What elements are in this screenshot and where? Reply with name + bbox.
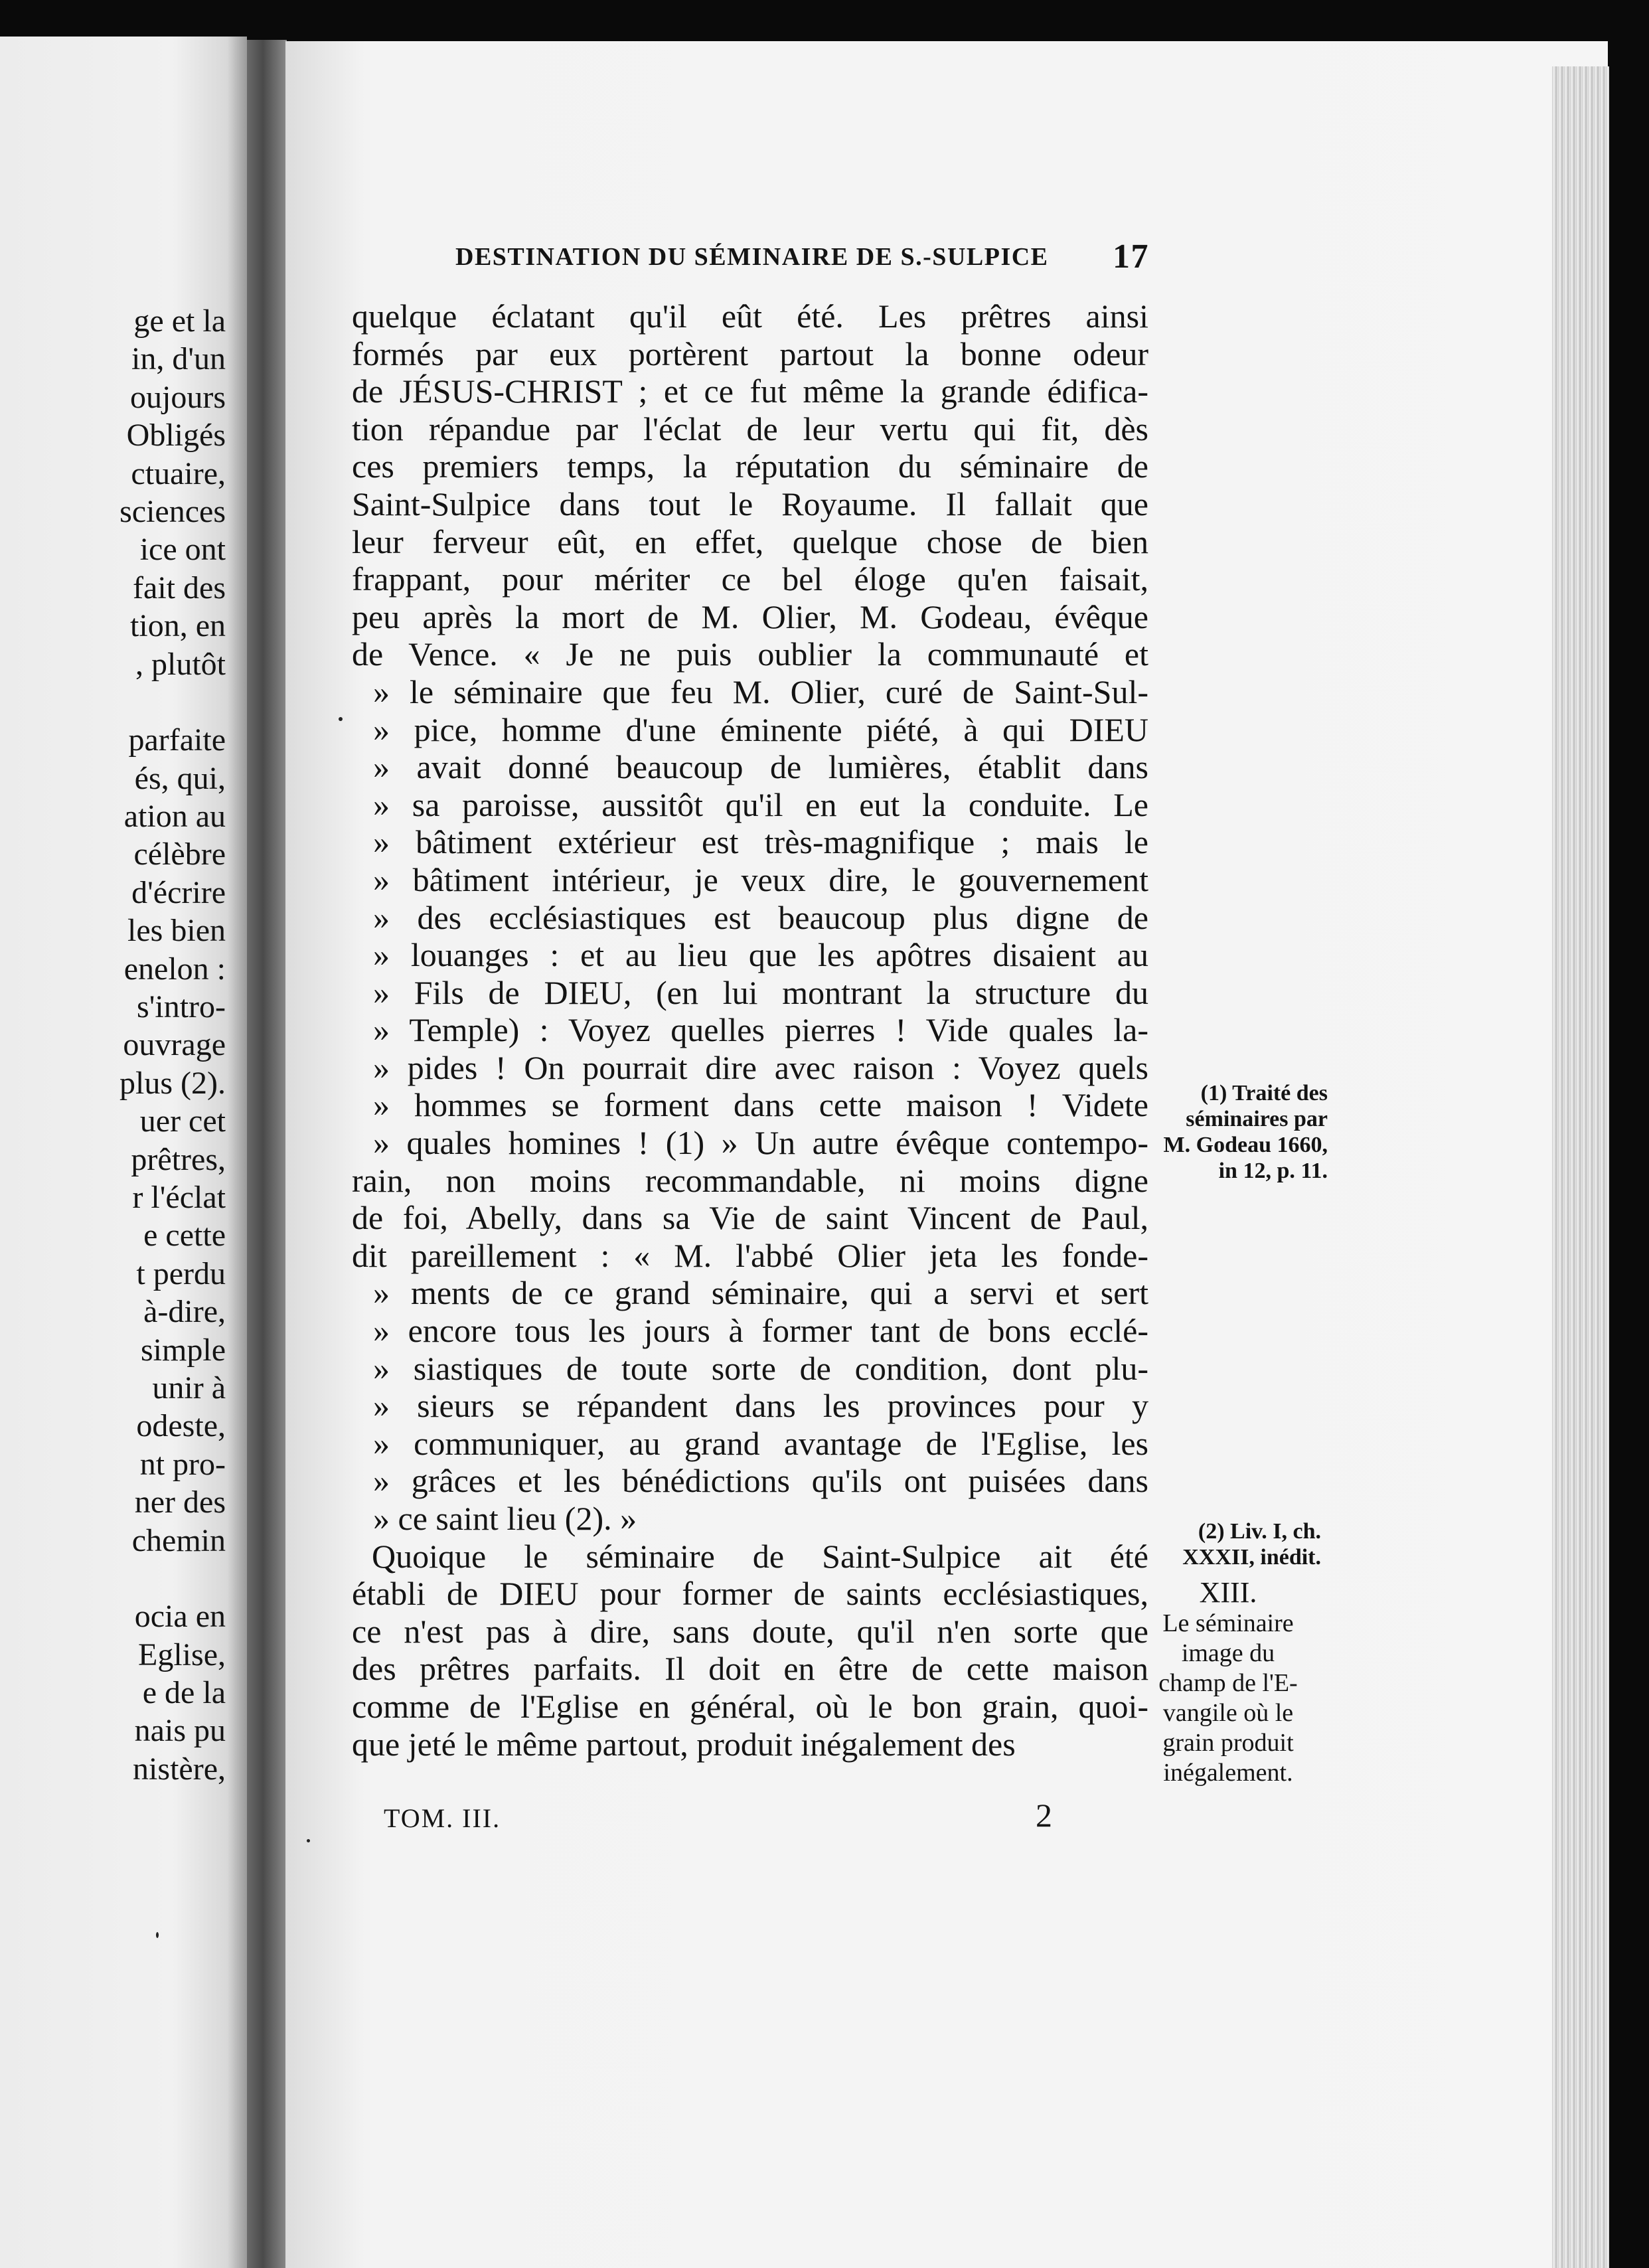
left-page-line: in, d'un bbox=[131, 341, 226, 377]
left-page-line: Eglise, bbox=[138, 1637, 226, 1672]
body-line: » bâtiment intérieur, je veux dire, le gouvernement bbox=[373, 860, 1148, 898]
body-line: » ments de ce grand séminaire, qui a servi et sert bbox=[373, 1274, 1148, 1312]
footnote-2 bbox=[1142, 1518, 1321, 1570]
left-page-line: r l'éclat bbox=[132, 1179, 226, 1215]
body-line: » Fils de DIEU, (en lui montrant la structure du bbox=[373, 973, 1148, 1011]
left-page-line: sciences bbox=[119, 493, 226, 529]
body-line: de foi, Abelly, dans sa Vie de saint Vincent de Paul, bbox=[352, 1199, 1148, 1237]
footnote-line: M. Godeau 1660, bbox=[1163, 1133, 1328, 1157]
section-number: XIII. bbox=[1199, 1576, 1257, 1609]
marginal-summary-line: grain produit bbox=[1162, 1729, 1294, 1757]
body-line: quelque éclatant qu'il eût été. Les prêtres ainsi bbox=[352, 297, 1148, 335]
marginal-summary-line: vangile où le bbox=[1162, 1699, 1294, 1727]
body-line: » encore tous les jours à former tant de bons ecclé- bbox=[373, 1312, 1148, 1350]
left-page-line: à-dire, bbox=[143, 1294, 226, 1330]
body-line: » siastiques de toute sorte de condition, dont plu- bbox=[373, 1349, 1148, 1387]
left-page-line: chemin bbox=[131, 1522, 226, 1558]
marginal-summary-line: inégalement. bbox=[1163, 1759, 1293, 1787]
volume-mark: TOM. III. bbox=[384, 1803, 501, 1833]
marginal-summary-line: champ de l'E- bbox=[1158, 1669, 1298, 1697]
body-line: Saint-Sulpice dans tout le Royaume. Il fallait que bbox=[352, 485, 1148, 523]
left-page-gap bbox=[0, 1560, 226, 1597]
left-page-line: nt pro- bbox=[139, 1446, 226, 1482]
signature-mark: 2 bbox=[1036, 1797, 1052, 1834]
left-page-line: , plutôt bbox=[135, 646, 226, 682]
body-line: » le séminaire que feu M. Olier, curé de Saint-Sul- bbox=[373, 673, 1148, 710]
page-edges bbox=[1552, 66, 1609, 2268]
footnote-1 bbox=[1142, 1080, 1328, 1184]
body-line: Quoique le séminaire de Saint-Sulpice ait été bbox=[372, 1537, 1148, 1575]
body-line: » communiquer, au grand avantage de l'Eglise, les bbox=[373, 1424, 1148, 1462]
body-line: » pice, homme d'une éminente piété, à qui DIEU bbox=[373, 710, 1148, 748]
body-text bbox=[352, 297, 1148, 1763]
running-title: DESTINATION DU SÉMINAIRE DE S.-SULPICE bbox=[455, 243, 1049, 271]
body-line: » grâces et les bénédictions qu'ils ont puisées dans bbox=[373, 1462, 1148, 1500]
left-page bbox=[0, 37, 247, 2268]
body-line: » louanges : et au lieu que les apôtres disaient au bbox=[373, 936, 1148, 974]
footnote-line: XXXII, inédit. bbox=[1182, 1545, 1321, 1570]
paper-speck bbox=[339, 717, 343, 721]
left-page-line: parfaite bbox=[128, 722, 226, 758]
left-page-line: ge et la bbox=[133, 303, 226, 339]
page-number: 17 bbox=[1113, 238, 1149, 276]
left-page-text bbox=[0, 302, 226, 1788]
left-page-line: nais pu bbox=[134, 1713, 226, 1749]
left-page-line: enelon : bbox=[123, 951, 226, 987]
left-page-line: plus (2). bbox=[119, 1065, 226, 1101]
body-line: rain, non moins recommandable, ni moins digne bbox=[352, 1161, 1148, 1199]
left-page-line: unir à bbox=[152, 1370, 226, 1406]
body-line: » des ecclésiastiques est beaucoup plus digne de bbox=[373, 898, 1148, 936]
body-line: établi de DIEU pour former de saints ecclésiastiques, bbox=[352, 1575, 1148, 1613]
body-line: » sieurs se répandent dans les provinces pour y bbox=[373, 1387, 1148, 1425]
left-page-line: odeste, bbox=[136, 1408, 226, 1444]
footnote-line: in 12, p. 11. bbox=[1218, 1159, 1328, 1183]
body-line: que jeté le même partout, produit inégalement des bbox=[352, 1725, 1016, 1763]
body-line: » avait donné beaucoup de lumières, établit dans bbox=[373, 748, 1148, 786]
left-page-line: tion, en bbox=[130, 608, 226, 644]
body-line: » sa paroisse, aussitôt qu'il en eut la conduite. Le bbox=[373, 785, 1148, 823]
body-line: ces premiers temps, la réputation du séminaire de bbox=[352, 447, 1148, 485]
body-line: » quales homines ! (1) » Un autre évêque contempo- bbox=[373, 1124, 1148, 1162]
left-page-line: ctuaire, bbox=[131, 455, 226, 491]
paper-speck bbox=[307, 1839, 310, 1842]
body-line: formés par eux portèrent partout la bonne odeur bbox=[352, 335, 1148, 372]
left-page-line: les bien bbox=[127, 913, 226, 949]
left-page-line: s'intro- bbox=[137, 989, 226, 1025]
left-page-line: ner des bbox=[134, 1485, 226, 1520]
left-page-gap bbox=[0, 683, 226, 721]
footnote-line: séminaires par bbox=[1186, 1107, 1328, 1131]
book-gutter bbox=[247, 40, 287, 2268]
body-line: comme de l'Eglise en général, où le bon grain, quoi- bbox=[352, 1687, 1148, 1725]
running-header bbox=[455, 238, 1152, 276]
marginal-summary-line: Le séminaire bbox=[1162, 1609, 1294, 1637]
left-page-line: ation au bbox=[123, 799, 226, 835]
left-page-line: simple bbox=[141, 1332, 226, 1368]
left-page-line: célèbre bbox=[133, 837, 226, 872]
left-page-line: e de la bbox=[142, 1675, 226, 1711]
body-line: » pides ! On pourrait dire avec raison : Voyez quels bbox=[373, 1048, 1148, 1086]
left-page-line: uer cet bbox=[139, 1103, 226, 1139]
footnote-line: (1) Traité des bbox=[1200, 1081, 1328, 1105]
body-line: frappant, pour mériter ce bel éloge qu'en faisait, bbox=[352, 560, 1148, 598]
marginal-summary-line: image du bbox=[1181, 1639, 1275, 1667]
left-page-line: fait des bbox=[133, 570, 226, 606]
body-line: » Temple) : Voyez quelles pierres ! Vide quales la- bbox=[373, 1011, 1148, 1049]
left-page-line: ouvrage bbox=[123, 1027, 226, 1063]
body-line: dit pareillement : « M. l'abbé Olier jeta les fonde- bbox=[352, 1236, 1148, 1274]
left-page-line: oujours bbox=[130, 379, 226, 415]
body-line: leur ferveur eût, en effet, quelque chose de bien bbox=[352, 523, 1148, 560]
left-page-line: és, qui, bbox=[134, 760, 226, 796]
body-line: » ce saint lieu (2). » bbox=[373, 1500, 637, 1537]
paper-speck bbox=[156, 1932, 159, 1938]
body-line: » bâtiment extérieur est très-magnifique ; mais le bbox=[373, 823, 1148, 861]
body-line: tion répandue par l'éclat de leur vertu qui fit, dès bbox=[352, 410, 1148, 447]
body-line: des prêtres parfaits. Il doit en être de cette maison bbox=[352, 1650, 1148, 1688]
left-page-line: ice ont bbox=[139, 532, 226, 568]
left-page-line: t perdu bbox=[136, 1256, 226, 1291]
body-line: ce n'est pas à dire, sans doute, qu'il n'en sorte que bbox=[352, 1612, 1148, 1650]
left-page-line: d'écrire bbox=[131, 874, 226, 910]
left-page-line: ocia en bbox=[134, 1599, 226, 1635]
body-line: de JÉSUS-CHRIST ; et ce fut même la grande édifica- bbox=[352, 372, 1148, 410]
left-page-line: e cette bbox=[143, 1218, 226, 1254]
body-line: peu après la mort de M. Olier, M. Godeau, évêque bbox=[352, 598, 1148, 635]
body-line: » hommes se forment dans cette maison ! Videte bbox=[373, 1086, 1148, 1124]
left-page-line: prêtres, bbox=[131, 1141, 226, 1177]
footnote-line: (2) Liv. I, ch. bbox=[1198, 1519, 1321, 1544]
body-line: de Vence. « Je ne puis oublier la communauté et bbox=[352, 635, 1148, 673]
left-page-line: nistère, bbox=[133, 1751, 226, 1787]
left-page-line: Obligés bbox=[126, 418, 226, 453]
marginal-summary bbox=[1129, 1577, 1328, 1788]
